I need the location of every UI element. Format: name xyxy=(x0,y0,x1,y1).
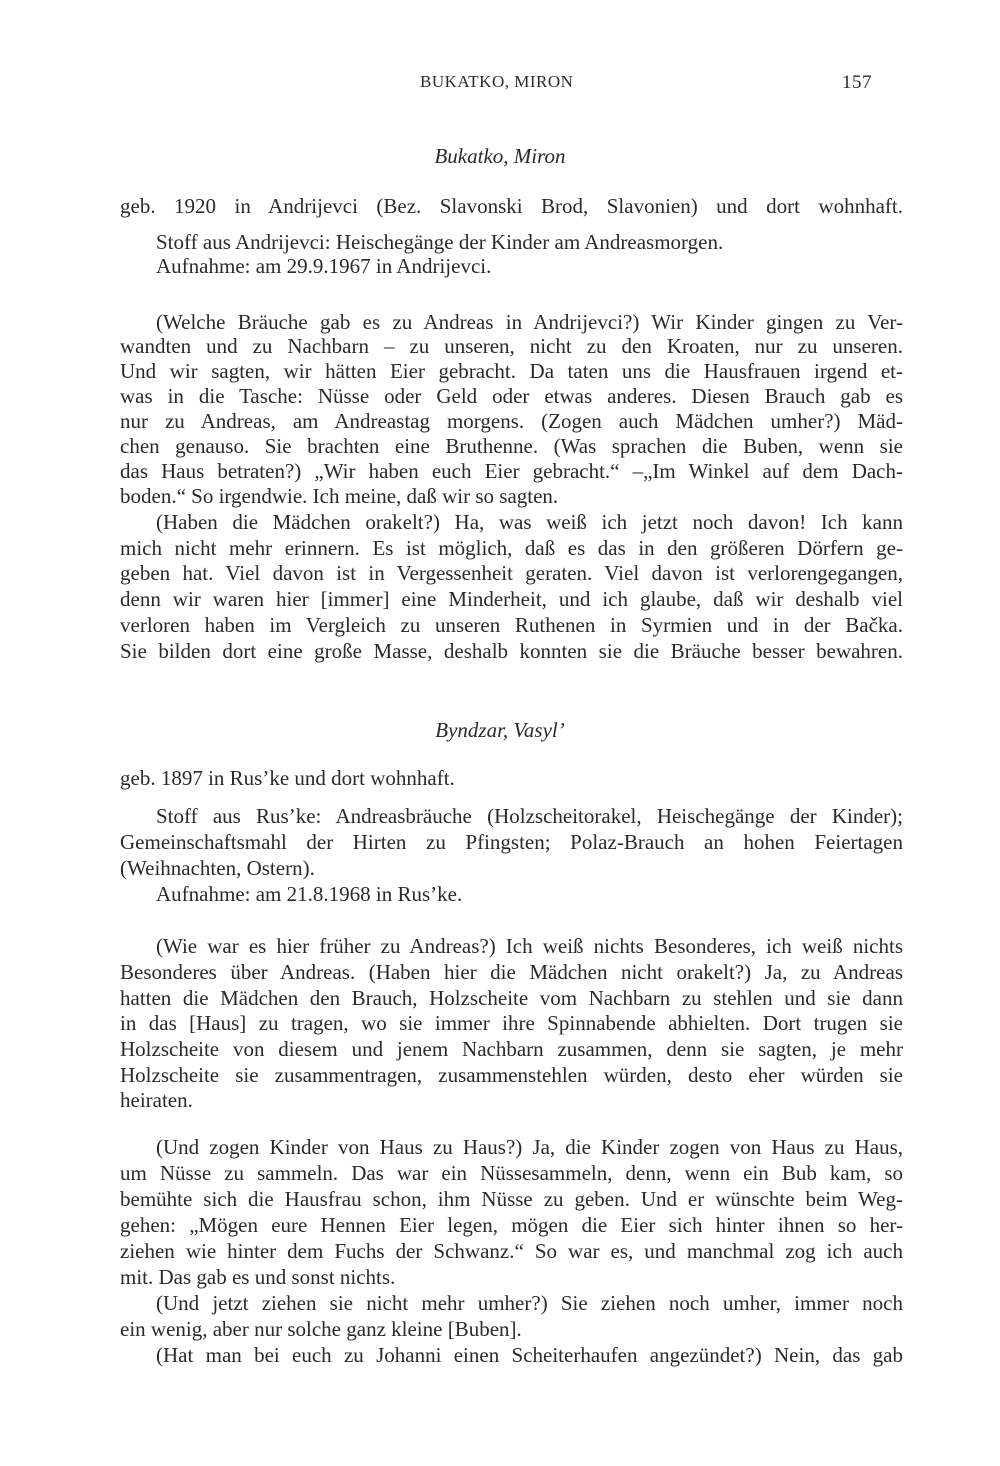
text-line: (Weihnachten, Ostern). xyxy=(120,856,315,880)
text-line: denn wir waren hier [immer] eine Minderheit, und ich glaube, daß wir deshalb viel xyxy=(120,587,903,611)
text-line: Stoff aus Andrijevci: Heischegänge der Kinder am Andreasmorgen. xyxy=(156,230,724,254)
text-line: Und wir sagten, wir hätten Eier gebracht. Da taten uns die Hausfrauen irgend et- xyxy=(120,359,903,383)
text-line: Besonderes über Andreas. (Haben hier die Mädchen nicht orakelt?) Ja, zu Andreas xyxy=(120,960,903,984)
text-line: verloren haben im Vergleich zu unseren Ruthenen in Syrmien und in der Bačka. xyxy=(120,613,903,637)
text-line: chen genauso. Sie brachten eine Bruthenne. (Was sprachen die Buben, wenn sie xyxy=(120,434,903,458)
running-head-title: BUKATKO, MIRON xyxy=(420,72,574,91)
text-line: Sie bilden dort eine große Masse, deshalb konnten sie die Bräuche besser bewahren. xyxy=(120,639,903,663)
text-line: ziehen wie hinter dem Fuchs der Schwanz.“ So war es, und manchmal zog ich auch xyxy=(120,1239,903,1263)
text-line: Stoff aus Rus’ke: Andreasbräuche (Holzscheitorakel, Heischegänge der Kinder); xyxy=(156,804,903,828)
text-line: heiraten. xyxy=(120,1088,193,1112)
text-line: (Und jetzt ziehen sie nicht mehr umher?) Sie ziehen noch umher, immer noch xyxy=(156,1291,903,1315)
text-line: nur zu Andreas, am Andreastag morgens. (Zogen auch Mädchen umher?) Mäd- xyxy=(120,409,903,433)
text-line: (Und zogen Kinder von Haus zu Haus?) Ja, die Kinder zogen von Haus zu Haus, xyxy=(156,1135,903,1159)
text-line: um Nüsse zu sammeln. Das war ein Nüssesammeln, denn, wenn ein Bub kam, so xyxy=(120,1161,903,1185)
text-line: ein wenig, aber nur solche ganz kleine [Buben]. xyxy=(120,1317,522,1341)
entry-title: Byndzar, Vasyl’ xyxy=(435,718,565,742)
entry-title: Bukatko, Miron xyxy=(434,144,566,168)
text-line: mit. Das gab es und sonst nichts. xyxy=(120,1265,396,1289)
text-line: was in die Tasche: Nüsse oder Geld oder etwas anderes. Diesen Brauch gab es xyxy=(120,384,903,408)
text-line: mich nicht mehr erinnern. Es ist möglich, daß es das in den größeren Dörfern ge- xyxy=(120,536,903,560)
text-line: Gemeinschaftsmahl der Hirten zu Pfingsten; Polaz-Brauch an hohen Feiertagen xyxy=(120,830,903,854)
text-line: wandten und zu Nachbarn – zu unseren, nicht zu den Kroaten, nur zu unseren. xyxy=(120,334,903,358)
text-line: Holzscheite von diesem und jenem Nachbarn zusammen, denn sie sagten, je mehr xyxy=(120,1037,903,1061)
text-line: gehen: „Mögen eure Hennen Eier legen, mögen die Eier sich hinter ihnen so her- xyxy=(120,1213,903,1237)
text-line: geben hat. Viel davon ist in Vergessenheit geraten. Viel davon ist verlorengegangen, xyxy=(120,561,903,585)
text-line: Aufnahme: am 21.8.1968 in Rus’ke. xyxy=(156,882,463,906)
text-line: Holzscheite sie zusammentragen, zusammenstehlen würden, desto eher würden sie xyxy=(120,1063,903,1087)
text-line: boden.“ So irgendwie. Ich meine, daß wir so sagten. xyxy=(120,484,559,508)
text-line: bemühte sich die Hausfrau schon, ihm Nüsse zu geben. Und er wünschte beim Weg- xyxy=(120,1187,903,1211)
text-line: geb. 1897 in Rus’ke und dort wohnhaft. xyxy=(120,766,455,790)
text-line: das Haus betraten?) „Wir haben euch Eier gebracht.“ –„Im Winkel auf dem Dach- xyxy=(120,459,903,483)
text-line: (Haben die Mädchen orakelt?) Ha, was weiß ich jetzt noch davon! Ich kann xyxy=(156,510,903,534)
text-line: (Wie war es hier früher zu Andreas?) Ich weiß nichts Besonderes, ich weiß nichts xyxy=(156,934,903,958)
text-line: Aufnahme: am 29.9.1967 in Andrijevci. xyxy=(156,254,492,278)
text-line: in das [Haus] zu tragen, wo sie immer ihre Spinnabende abhielten. Dort trugen sie xyxy=(120,1011,903,1035)
text-line: hatten die Mädchen den Brauch, Holzscheite vom Nachbarn zu stehlen und sie dann xyxy=(120,986,903,1010)
page-number: 157 xyxy=(842,72,872,93)
text-line: geb. 1920 in Andrijevci (Bez. Slavonski Brod, Slavonien) und dort wohnhaft. xyxy=(120,194,903,218)
text-line: (Welche Bräuche gab es zu Andreas in Andrijevci?) Wir Kinder gingen zu Ver- xyxy=(156,310,903,334)
text-line: (Hat man bei euch zu Johanni einen Scheiterhaufen angezündet?) Nein, das gab xyxy=(156,1343,903,1367)
